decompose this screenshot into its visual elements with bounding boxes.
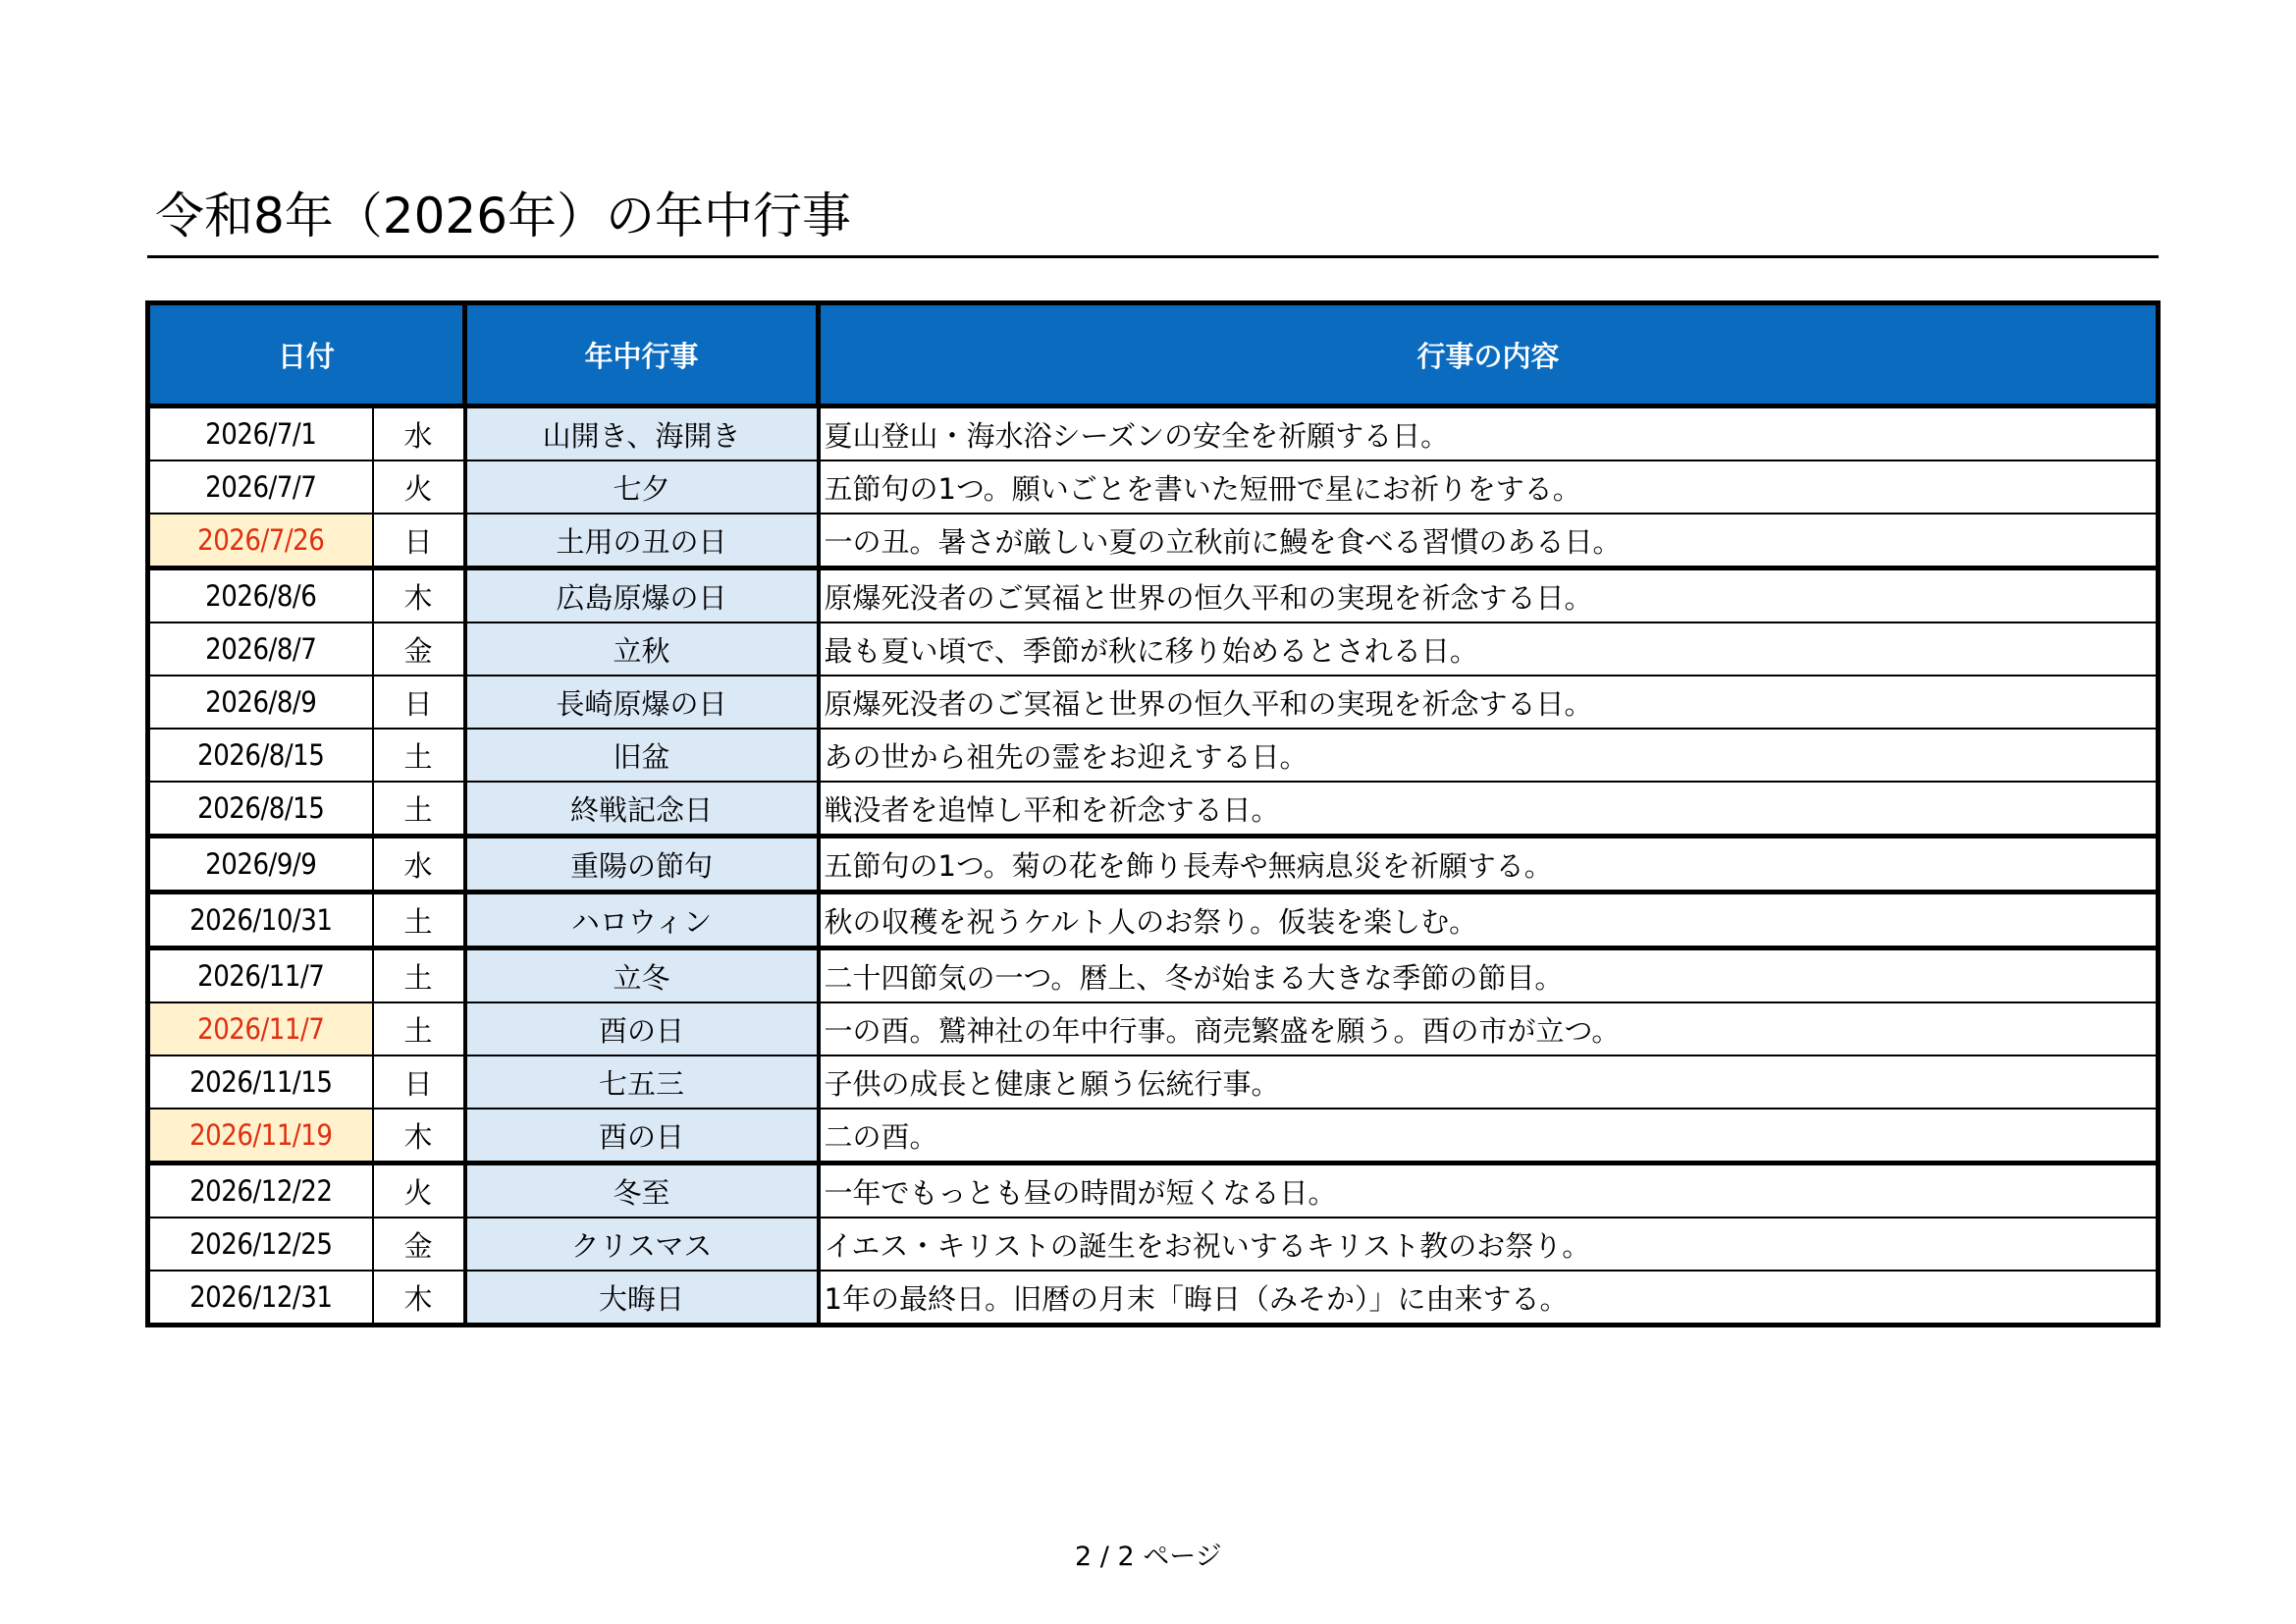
header-description: 行事の内容 — [819, 303, 2159, 406]
event-description-cell: 原爆死没者のご冥福と世界の恒久平和の実現を祈念する日。 — [819, 568, 2159, 623]
weekday-cell: 日 — [373, 676, 465, 729]
event-description-cell: 最も夏い頃で、季節が秋に移り始めるとされる日。 — [819, 623, 2159, 676]
page-title: 令和8年（2026年）の年中行事 — [155, 188, 852, 244]
event-description-cell: 原爆死没者のご冥福と世界の恒久平和の実現を祈念する日。 — [819, 676, 2159, 729]
date-cell: 2026/11/19 — [148, 1109, 373, 1164]
table-row — [148, 837, 2159, 893]
date-cell: 2026/12/22 — [148, 1164, 373, 1218]
date-cell: 2026/7/7 — [148, 460, 373, 514]
table-row — [148, 406, 2159, 461]
weekday-cell: 金 — [373, 1218, 465, 1271]
event-description-cell: 子供の成長と健康と願う伝統行事。 — [819, 1056, 2159, 1109]
date-cell: 2026/11/7 — [148, 1002, 373, 1056]
weekday-cell: 土 — [373, 729, 465, 782]
event-name-cell: 土用の丑の日 — [465, 514, 819, 568]
event-description-cell: 1年の最終日。旧暦の月末「晦日（みそか）」に由来する。 — [819, 1271, 2159, 1326]
weekday-cell: 木 — [373, 568, 465, 623]
date-cell: 2026/12/31 — [148, 1271, 373, 1326]
event-name-cell: 立秋 — [465, 623, 819, 676]
event-name-cell: 酉の日 — [465, 1109, 819, 1164]
page-number: 2 / 2 ページ — [1075, 1542, 1222, 1572]
weekday-cell: 土 — [373, 1002, 465, 1056]
event-description-cell: 一の丑。暑さが厳しい夏の立秋前に鰻を食べる習慣のある日。 — [819, 514, 2159, 568]
date-cell: 2026/7/26 — [148, 514, 373, 568]
table-row — [148, 1271, 2159, 1326]
event-description-cell: 一の酉。鷲神社の年中行事。商売繁盛を願う。酉の市が立つ。 — [819, 1002, 2159, 1056]
event-name-cell: 七夕 — [465, 460, 819, 514]
date-cell: 2026/12/25 — [148, 1218, 373, 1271]
date-cell: 2026/11/7 — [148, 948, 373, 1003]
table-row — [148, 893, 2159, 948]
table-row — [148, 729, 2159, 782]
table-row — [148, 948, 2159, 1003]
date-cell: 2026/11/15 — [148, 1056, 373, 1109]
weekday-cell: 金 — [373, 623, 465, 676]
event-name-cell: 重陽の節句 — [465, 837, 819, 893]
event-name-cell: 山開き、海開き — [465, 406, 819, 461]
event-name-cell: 大晦日 — [465, 1271, 819, 1326]
weekday-cell: 木 — [373, 1109, 465, 1164]
table-row — [148, 1218, 2159, 1271]
event-description-cell: 夏山登山・海水浴シーズンの安全を祈願する日。 — [819, 406, 2159, 461]
date-cell: 2026/8/7 — [148, 623, 373, 676]
date-cell: 2026/8/6 — [148, 568, 373, 623]
header-event: 年中行事 — [465, 303, 819, 406]
event-name-cell: 立冬 — [465, 948, 819, 1003]
table-header-row — [148, 303, 2159, 406]
date-cell: 2026/9/9 — [148, 837, 373, 893]
event-name-cell: 広島原爆の日 — [465, 568, 819, 623]
table-row — [148, 568, 2159, 623]
weekday-cell: 日 — [373, 1056, 465, 1109]
event-description-cell: 一年でもっとも昼の時間が短くなる日。 — [819, 1164, 2159, 1218]
events-table — [145, 300, 2161, 1327]
event-description-cell: 戦没者を追悼し平和を祈念する日。 — [819, 782, 2159, 837]
table-row — [148, 1109, 2159, 1164]
weekday-cell: 水 — [373, 837, 465, 893]
event-name-cell: 長崎原爆の日 — [465, 676, 819, 729]
table-body — [148, 406, 2159, 1326]
event-description-cell: 秋の収穫を祝うケルト人のお祭り。仮装を楽しむ。 — [819, 893, 2159, 948]
event-name-cell: 終戦記念日 — [465, 782, 819, 837]
weekday-cell: 火 — [373, 460, 465, 514]
table-row — [148, 460, 2159, 514]
table-row — [148, 782, 2159, 837]
event-name-cell: クリスマス — [465, 1218, 819, 1271]
event-description-cell: 二の酉。 — [819, 1109, 2159, 1164]
event-description-cell: 五節句の1つ。菊の花を飾り長寿や無病息災を祈願する。 — [819, 837, 2159, 893]
table-row — [148, 1056, 2159, 1109]
weekday-cell: 日 — [373, 514, 465, 568]
date-cell: 2026/7/1 — [148, 406, 373, 461]
event-description-cell: あの世から祖先の霊をお迎えする日。 — [819, 729, 2159, 782]
event-description-cell: 五節句の1つ。願いごとを書いた短冊で星にお祈りをする。 — [819, 460, 2159, 514]
table-row — [148, 514, 2159, 568]
date-cell: 2026/8/15 — [148, 729, 373, 782]
table-row — [148, 1002, 2159, 1056]
date-cell: 2026/10/31 — [148, 893, 373, 948]
header-date: 日付 — [148, 303, 465, 406]
table-row — [148, 1164, 2159, 1218]
event-name-cell: 七五三 — [465, 1056, 819, 1109]
date-cell: 2026/8/15 — [148, 782, 373, 837]
event-name-cell: 冬至 — [465, 1164, 819, 1218]
table-row — [148, 623, 2159, 676]
event-description-cell: 二十四節気の一つ。暦上、冬が始まる大きな季節の節目。 — [819, 948, 2159, 1003]
table-row — [148, 676, 2159, 729]
weekday-cell: 木 — [373, 1271, 465, 1326]
weekday-cell: 土 — [373, 782, 465, 837]
weekday-cell: 水 — [373, 406, 465, 461]
event-name-cell: 酉の日 — [465, 1002, 819, 1056]
event-name-cell: ハロウィン — [465, 893, 819, 948]
weekday-cell: 火 — [373, 1164, 465, 1218]
title-divider — [147, 255, 2159, 258]
event-name-cell: 旧盆 — [465, 729, 819, 782]
weekday-cell: 土 — [373, 948, 465, 1003]
weekday-cell: 土 — [373, 893, 465, 948]
event-description-cell: イエス・キリストの誕生をお祝いするキリスト教のお祭り。 — [819, 1218, 2159, 1271]
date-cell: 2026/8/9 — [148, 676, 373, 729]
